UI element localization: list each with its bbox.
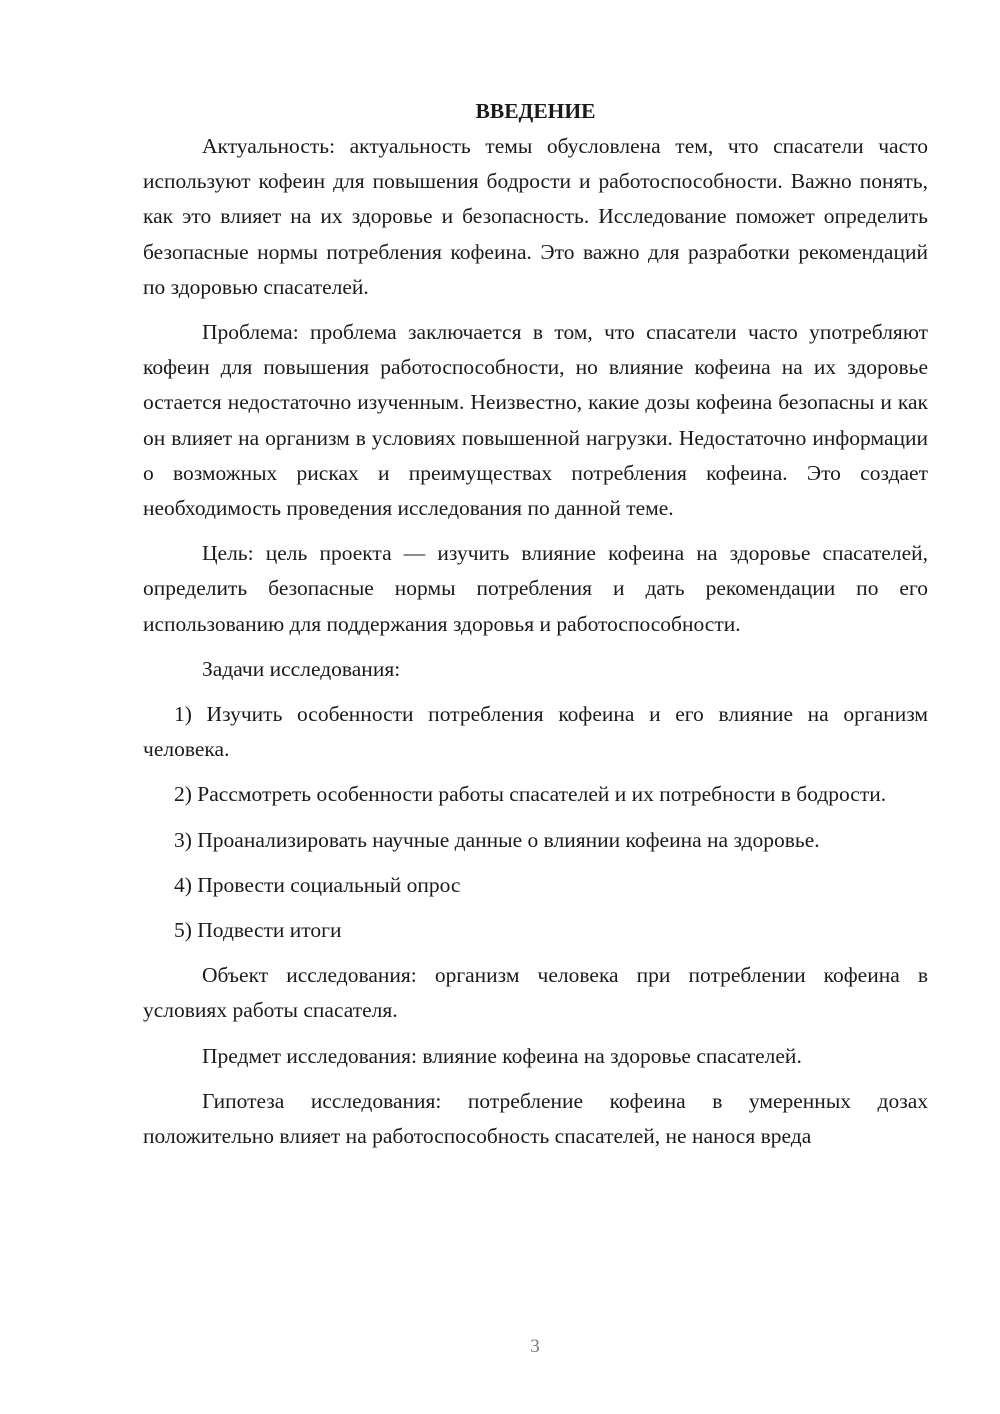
- tasks-list: [143, 697, 928, 948]
- task-item: 4) Провести социальный опрос: [174, 872, 461, 897]
- hypothesis-paragraph: Гипотеза исследования: потребление кофеина в умеренных дозах положительно влияет на работоспособность спасателей, не нанося вреда: [143, 1088, 928, 1149]
- task-item: 2) Рассмотреть особенности работы спасателей и их потребности в бодрости.: [174, 782, 887, 807]
- task-item: 1) Изучить особенности потребления кофеина и его влияние на организм человека.: [143, 702, 928, 762]
- tasks-heading: Задачи исследования:: [202, 656, 401, 681]
- goal-paragraph: Цель: цель проекта — изучить влияние кофеина на здоровье спасателей, определить безопасные нормы потребления и дать рекомендации по его использованию для поддержания здоровья и работоспособности.: [143, 541, 928, 636]
- page-content: [143, 94, 928, 1164]
- page-number: 3: [530, 1336, 540, 1357]
- problem-paragraph: Проблема: проблема заключается в том, что спасатели часто употребляют кофеин для повышения работоспособности, но влияние кофеина на их здоровье остается недостаточно изученным. Неизвестно, какие дозы кофеина безопасны и как он влияет на организм в условиях повышенной нагрузки. Недостаточно информации о возможных рисках и преимуществах потребления кофеина. Это создает необходимость проведения исследования по данной теме.: [143, 320, 928, 521]
- task-item: 5) Подвести итоги: [174, 918, 342, 943]
- task-item: 3) Проанализировать научные данные о влиянии кофеина на здоровье.: [174, 827, 820, 852]
- object-paragraph: Объект исследования: организм человека при потреблении кофеина в условиях работы спасателя.: [143, 963, 928, 1023]
- relevance-paragraph: Актуальность: актуальность темы обусловлена тем, что спасатели часто используют кофеин для повышения бодрости и работоспособности. Важно понять, как это влияет на их здоровье и безопасность. Исследование поможет определить безопасные нормы потребления кофеина. Это важно для разработки рекомендаций по здоровью спасателей.: [143, 134, 928, 299]
- subject-paragraph: Предмет исследования: влияние кофеина на здоровье спасателей.: [202, 1043, 802, 1068]
- section-title: ВВЕДЕНИЕ: [475, 99, 596, 123]
